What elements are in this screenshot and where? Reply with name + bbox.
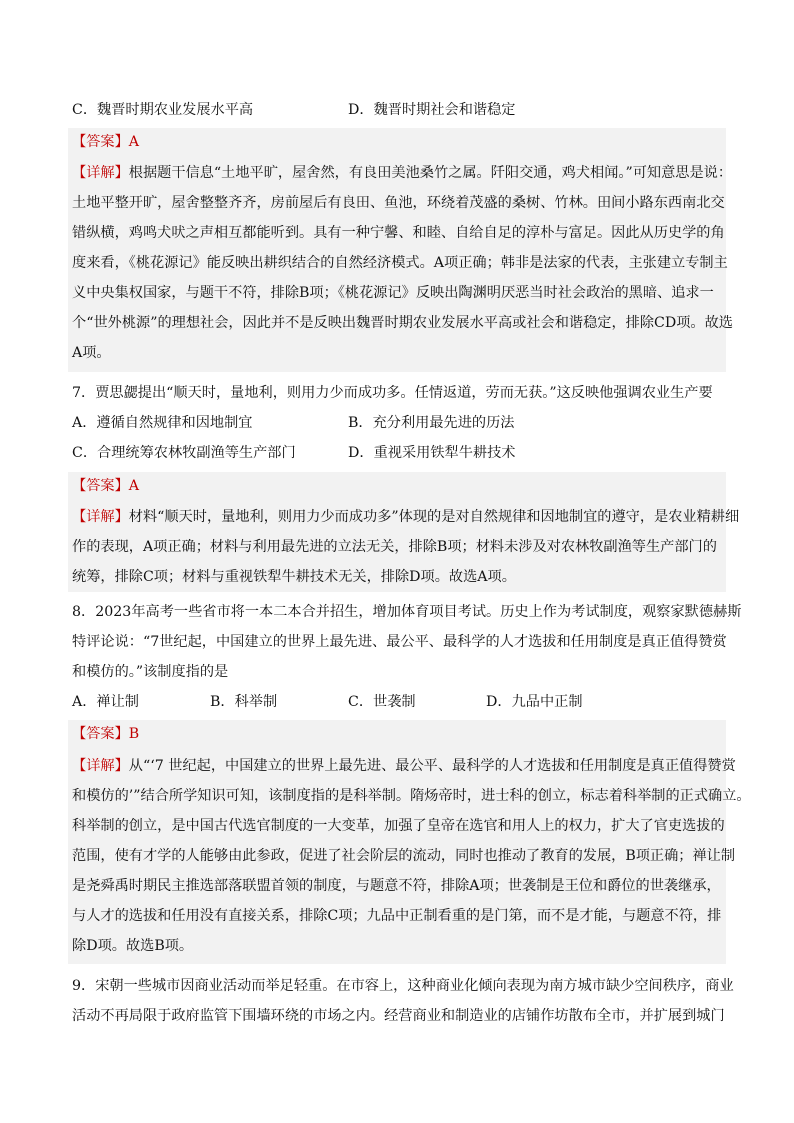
q6-detail-line: 错纵横，鸡鸣犬吠之声相互都能听到。具有一种宁馨、和睦、自给自足的淳朴与富足。因此从历史学的角 [72, 225, 725, 241]
q6-detail-line: 土地平整开旷，屋舍整整齐齐，房前屋后有良田、鱼池，环绕着茂盛的桑树、竹林。田间小路东西南北交 [72, 195, 725, 211]
q8-detail-line: 和模仿的’”结合所学知识可知，该制度指的是科举制。隋炀帝时，进士科的创立，标志着科举制的正式确立。 [72, 788, 751, 804]
answer-value: B [128, 726, 140, 742]
q6-detail-line [72, 163, 732, 183]
q8-detail-line: 是尧舜禹时期民主推选部落联盟首领的制度，与题意不符，排除A项；世袭制是王位和爵位的世袭继承， [72, 878, 721, 894]
detail-text: 根据题干信息“土地平旷，屋舍然，有良田美池桑竹之属。阡阳交通，鸡犬相闻。”可知意思是说： [128, 165, 733, 181]
q8-option-a: A．禅让制 [72, 694, 139, 710]
q7-detail-line: 作的表现，A项正确；材料与利用最先进的立法无关，排除B项；材料未涉及对农林牧副渔等生产部门的 [72, 539, 717, 555]
q8-stem-line: 8．2023年高考一些省市将一本二本合并招生，增加体育项目考试。历史上作为考试制度，观察家默德赫斯 [72, 604, 742, 620]
q6-detail-line: 个“世外桃源”的理想社会，因此并不是反映出魏晋时期农业发展水平高或社会和谐稳定，排除CD项。故选 [72, 315, 733, 331]
q9-stem-line: 活动不再局限于政府监管下围墙环绕的市场之内。经营商业和制造业的店铺作坊散布全市，并扩展到城门 [72, 1008, 725, 1024]
q6-option-c: C．魏晋时期农业发展水平高 [72, 102, 254, 118]
q8-detail-line: 科举制的创立，是中国古代选官制度的一大变革，加强了皇帝在选官和用人上的权力，扩大了官吏选拔的 [72, 818, 725, 834]
q6-options-cd [72, 100, 732, 120]
q7-answer [72, 476, 732, 496]
q8-stem-line: 特评论说：“7世纪起，中国建立的世界上最先进、最公平、最科学的人才选拔和任用制度是真正值得赞赏 [72, 634, 727, 650]
q7-option-b: B．充分利用最先进的历法 [348, 415, 515, 431]
answer-label: 【答案】 [72, 134, 129, 150]
detail-text: 从“‘7 世纪起，中国建立的世界上最先进、最公平、最科学的人才选拔和任用制度是真正值得赞赏 [128, 758, 736, 774]
q8-option-b: B．科举制 [210, 694, 278, 710]
q9-stem-line: 9．宋朝一些城市因商业活动而举足轻重。在市容上，这种商业化倾向表现为南方城市缺少空间秩序，商业 [72, 978, 734, 994]
q8-option-d: D．九品中正制 [486, 694, 583, 710]
q6-answer [72, 132, 732, 152]
q6-detail-line: 度来看，《桃花源记》能反映出耕织结合的自然经济模式。A项正确；韩非是法家的代表，主张建立专制主 [72, 255, 728, 271]
q6-detail-line: 义中央集权国家，与题干不符，排除B项；《桃花源记》反映出陶渊明厌恶当时社会政治的黑暗、追求一 [72, 285, 714, 301]
answer-label: 【答案】 [72, 726, 129, 742]
q8-detail-line [72, 756, 736, 776]
answer-value: A [128, 134, 140, 150]
detail-text: 材料“顺天时，量地利，则用力少而成功多”体现的是对自然规律和因地制宜的遵守，是农业精耕细 [128, 509, 740, 525]
q7-option-d: D．重视采用铁犁牛耕技术 [348, 445, 516, 461]
detail-label: 【详解】 [72, 758, 129, 774]
q8-detail-line: 范围，使有才学的人能够由此参政，促进了社会阶层的流动，同时也推动了教育的发展，B项正确；禅让制 [72, 848, 736, 864]
q8-detail-line: 除D项。故选B项。 [72, 938, 194, 954]
q8-options [72, 692, 732, 712]
q7-option-c: C．合理统筹农林牧副渔等生产部门 [72, 445, 296, 461]
q7-detail-line [72, 507, 740, 527]
q8-answer [72, 724, 732, 744]
answer-value: A [128, 478, 140, 494]
answer-label: 【答案】 [72, 478, 129, 494]
q7-stem: 7．贾思勰提出“顺天时，量地利，则用力少而成功多。任情返道，劳而无获。”这反映他强调农业生产要 [72, 385, 713, 401]
q6-detail-line: A项。 [72, 345, 111, 361]
q8-detail-line: 与人才的选拔和任用没有直接关系，排除C项；九品中正制看重的是门第，而不是才能，与题意不符，排 [72, 908, 722, 924]
detail-label: 【详解】 [72, 509, 129, 525]
q8-stem-line: 和模仿的。”该制度指的是 [72, 664, 229, 680]
q7-option-a: A．遵循自然规律和因地制宜 [72, 415, 253, 431]
q7-options-ab [72, 413, 732, 433]
q8-option-c: C．世袭制 [348, 694, 416, 710]
q7-detail-line: 统筹，排除C项；材料与重视铁犁牛耕技术无关，排除D项。故选A项。 [72, 569, 516, 585]
q7-options-cd [72, 443, 732, 463]
detail-label: 【详解】 [72, 165, 129, 181]
q6-option-d: D．魏晋时期社会和谐稳定 [348, 102, 516, 118]
